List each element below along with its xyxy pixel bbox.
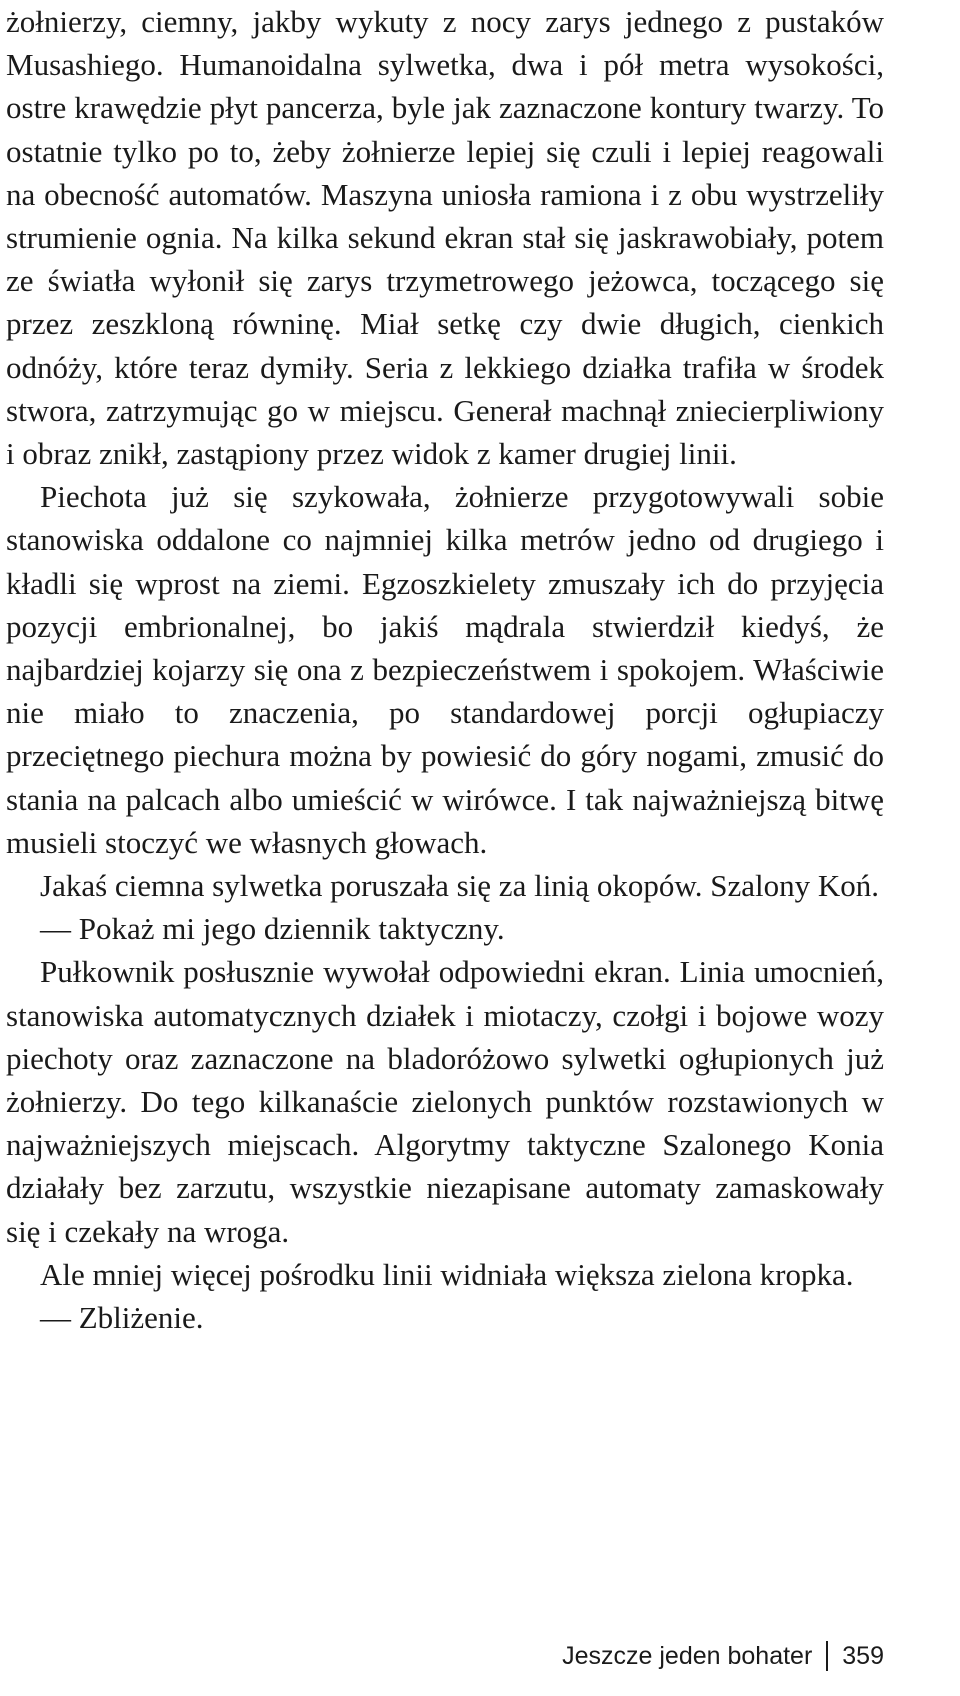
book-title: Jeszcze jeden bohater [562,1641,813,1670]
book-page [6,0,884,1339]
paragraph-pulkownik: Pułkownik posłusznie wywołał odpowiedni ekran. Linia umocnień, stanowiska automatycznych działek i miotaczy, czołgi i bojowe wozy piechoty oraz zaznaczone na bladoróżowo sylwetki ogłupionych już żołnierzy. Do tego kilkanaście zielonych punktów rozstawionych w najważniejszych miejscach. Algorytmy taktyczne Szalonego Konia działały bez zarzutu, wszystkie niezapisane automaty zamaskowały się i czekały na wroga. [6,954,884,1249]
paragraph-piechota: Piechota już się szykowała, żołnierze przygotowywali sobie stanowiska oddalone co najmniej kilka metrów jedno od drugiego i kładli się wprost na ziemi. Egzoszkielety zmuszały ich do przyjęcia pozycji embrionalnej, bo jakiś mądrala stwierdził kiedyś, że najbardziej kojarzy się ona z bezpieczeństwem i spokojem. Właściwie nie miało to znaczenia, po standardowej porcji ogłupiaczy przeciętnego piechura można by powiesić do góry nogami, zmusić do stania na palcach albo umieścić w wirówce. I tak najważniejszą bitwę musieli stoczyć we własnych głowach. [6,479,884,860]
paragraph-continuation: żołnierzy, ciemny, jakby wykuty z nocy zarys jednego z pustaków Musashiego. Humanoidalna sylwetka, dwa i pół metra wysokości, ostre krawędzie płyt pancerza, byle jak zaznaczone kontury twarzy. To ostatnie tylko po to, żeby żołnierze lepiej się czuli i lepiej reagowali na obecność automatów. Maszyna uniosła ramiona i z obu wystrzeliły strumienie ognia. Na kilka sekund ekran stał się jaskrawobiały, potem ze światła wyłonił się zarys trzymetrowego jeżowca, toczącego się przez zeszkloną równinę. Miał setkę czy dwie długich, cienkich odnóży, które teraz dymiły. Seria z lekkiego działka trafiła w środek stwora, zatrzymując go w miejscu. Generał machnął zniecierpliwiony i obraz znikł, zastąpiony przez widok z kamer drugiej linii. [6,4,884,472]
page-body [6,0,884,1339]
dialogue-line-dziennik: — Pokaż mi jego dziennik taktyczny. [40,911,505,947]
paragraph-kropka: Ale mniej więcej pośrodku linii widniała większa zielona kropka. [40,1256,854,1292]
page-number: 359 [842,1641,884,1670]
paragraph-sylwetka: Jakaś ciemna sylwetka poruszała się za linią okopów. Szalony Koń. [40,868,880,904]
footer-separator [826,1641,828,1671]
running-footer [562,1636,884,1676]
dialogue-line-zblizenie: — Zbliżenie. [40,1300,204,1336]
